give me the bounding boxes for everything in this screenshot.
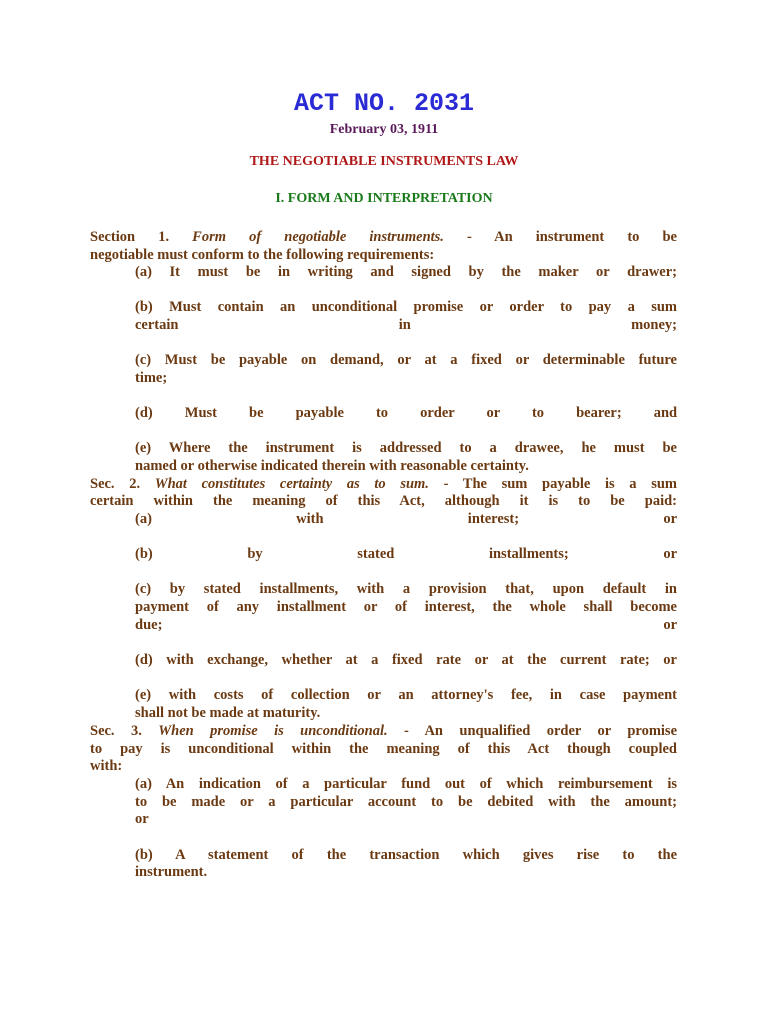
section-1-item-a: (a) It must be in writing and signed by the maker or drawer;	[135, 264, 677, 280]
section-2-item-a	[135, 510, 677, 528]
word: certain	[135, 317, 179, 333]
section-2-item-b	[135, 545, 677, 563]
section-3-item-a2: to be made or a particular account to be debited with the amount;	[135, 794, 677, 810]
word: interest;	[467, 511, 520, 527]
section-2-label: Sec. 2.	[90, 476, 141, 492]
section-1-item-e2: named or otherwise indicated therein with reasonable certainty.	[135, 458, 529, 474]
section-3-intro-a: - An unqualified order or promise	[387, 723, 678, 739]
section-3-heading: When promise is unconditional.	[158, 723, 388, 739]
word: by	[247, 546, 263, 562]
section-3-item-b1: (b) A statement of the transaction which gives rise to the	[135, 847, 677, 863]
act-date: February 03, 1911	[329, 122, 439, 137]
section-1-label: Section 1.	[90, 229, 170, 245]
chapter-heading: I. FORM AND INTERPRETATION	[275, 191, 493, 206]
section-3-intro-b: to pay is unconditional within the meaning of this Act though coupled	[90, 741, 677, 757]
section-2-intro-line	[90, 475, 677, 493]
section-1-intro-line	[90, 228, 677, 246]
section-2-item-e2: shall not be made at maturity.	[135, 705, 321, 721]
section-2-intro-b: certain within the meaning of this Act, although it is to be paid:	[90, 493, 677, 509]
section-1-item-e1: (e) Where the instrument is addressed to a drawee, he must be	[135, 440, 677, 456]
section-2-item-c2: payment of any installment or of interest, the whole shall become	[135, 599, 677, 615]
act-title: ACT NO. 2031	[293, 89, 475, 118]
word: or	[486, 405, 500, 421]
word: and	[653, 405, 678, 421]
word: be	[249, 405, 264, 421]
word: (a)	[135, 511, 152, 527]
law-title: THE NEGOTIABLE INSTRUMENTS LAW	[249, 154, 519, 169]
section-2-item-d: (d) with exchange, whether at a fixed rate or at the current rate; or	[135, 652, 677, 668]
word: or	[663, 617, 677, 633]
section-3-item-a3: or	[135, 811, 149, 827]
section-1-item-b2	[135, 316, 677, 334]
section-2-intro-a: - The sum payable is a sum	[428, 476, 677, 492]
word: Must	[184, 405, 217, 421]
section-2-heading: What constitutes certainty as to sum.	[154, 476, 429, 492]
section-1-heading: Form of negotiable instruments.	[192, 229, 444, 245]
word: with	[296, 511, 324, 527]
section-2-item-c1: (c) by stated installments, with a provision that, upon default in	[135, 581, 677, 597]
section-1-item-c1: (c) Must be payable on demand, or at a fixed or determinable future	[135, 352, 677, 368]
word: (b)	[135, 546, 153, 562]
section-3-item-b2: instrument.	[135, 864, 208, 880]
word: to	[375, 405, 389, 421]
word: or	[663, 511, 677, 527]
word: (d)	[135, 405, 153, 421]
section-1-item-c2: time;	[135, 370, 168, 386]
word: in	[398, 317, 411, 333]
section-2-item-e1: (e) with costs of collection or an attorney's fee, in case payment	[135, 687, 677, 703]
word: bearer;	[576, 405, 622, 421]
word: installments;	[488, 546, 569, 562]
word: due;	[135, 617, 163, 633]
word: or	[663, 546, 677, 562]
word: money;	[631, 317, 677, 333]
word: payable	[295, 405, 344, 421]
section-1-intro-a: - An instrument to be	[443, 229, 677, 245]
section-3-intro-c: with:	[90, 758, 123, 774]
section-3-intro-line	[90, 722, 677, 740]
word: stated	[357, 546, 395, 562]
section-1-intro-b: negotiable must conform to the following requirements:	[90, 247, 435, 263]
word: order	[420, 405, 455, 421]
section-1-item-b1: (b) Must contain an unconditional promise or order to pay a sum	[135, 299, 677, 315]
section-1-item-d	[135, 404, 677, 422]
word: to	[531, 405, 545, 421]
section-2-item-c3	[135, 616, 677, 634]
section-3-label: Sec. 3.	[90, 723, 142, 739]
section-3-item-a1: (a) An indication of a particular fund out of which reimbursement is	[135, 776, 677, 792]
